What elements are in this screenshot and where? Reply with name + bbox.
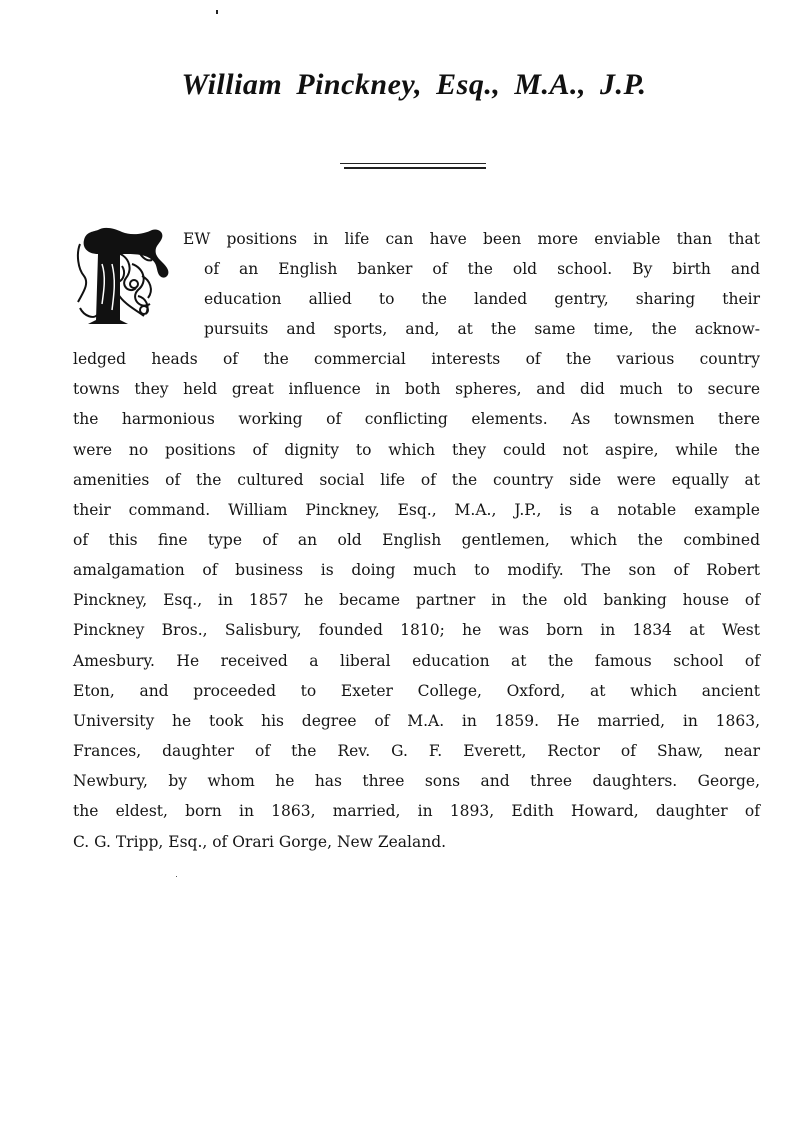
scan-speck (176, 876, 177, 877)
body-line: their command. William Pinckney, Esq., M.A., J.P., is a notable example (73, 501, 760, 519)
ornamental-drop-cap-f-icon (74, 224, 182, 326)
body-line: education allied to the landed gentry, sharing their (204, 290, 760, 308)
body-line: Amesbury. He received a liberal education at the famous school of (73, 652, 760, 670)
body-line: ledged heads of the commercial interests of the various country (73, 350, 760, 368)
body-line: the harmonious working of conflicting elements. As townsmen there (73, 410, 760, 428)
body-line: Eton, and proceeded to Exeter College, Oxford, at which ancient (73, 682, 760, 700)
body-line-final: C. G. Tripp, Esq., of Orari Gorge, New Zealand. (73, 833, 447, 851)
scan-speck (216, 10, 218, 14)
title-separator-rule (340, 163, 486, 169)
body-line: Newbury, by whom he has three sons and three daughters. George, (73, 772, 760, 790)
body-line: of an English banker of the old school. By birth and (204, 260, 760, 278)
body-line: of this fine type of an old English gentlemen, which the combined (73, 531, 760, 549)
page-title: William Pinckney, Esq., M.A., J.P. (181, 68, 647, 101)
body-line: Pinckney, Esq., in 1857 he became partner in the old banking house of (73, 591, 760, 609)
body-line: amenities of the cultured social life of the country side were equally at (73, 471, 760, 489)
body-line: University he took his degree of M.A. in 1859. He married, in 1863, (73, 712, 760, 730)
body-line: EW positions in life can have been more enviable than that (183, 230, 760, 248)
body-line: Pinckney Bros., Salisbury, founded 1810; he was born in 1834 at West (73, 621, 760, 639)
body-line: amalgamation of business is doing much to modify. The son of Robert (73, 561, 760, 579)
body-line: Frances, daughter of the Rev. G. F. Everett, Rector of Shaw, near (73, 742, 760, 760)
body-line: pursuits and sports, and, at the same time, the acknow- (204, 320, 760, 338)
body-line: towns they held great influence in both spheres, and did much to secure (73, 380, 760, 398)
body-line: were no positions of dignity to which they could not aspire, while the (73, 441, 760, 459)
body-line: the eldest, born in 1863, married, in 1893, Edith Howard, daughter of (73, 802, 760, 820)
